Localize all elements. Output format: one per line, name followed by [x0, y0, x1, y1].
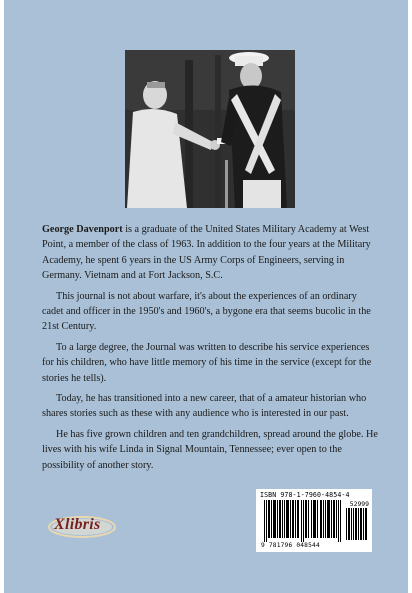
bio-paragraph-1: [42, 222, 379, 284]
bio-paragraph-4: Today, he has transitioned into a new career, that of a amateur historian who shares stories such as these with any audience who is interested in our past.: [42, 393, 367, 420]
bio-paragraph-2: This journal is not about warfare, it's about the experiences of an ordinary cadet and officer in the 1950's and 1960's, a bygone era that seems bucolic in the 21st Century.: [42, 290, 371, 333]
author-name: George Davenport: [42, 224, 123, 235]
isbn-barcode: [256, 489, 372, 552]
ean-bars-graphic: [264, 500, 344, 542]
publisher-name: Xlibris: [54, 516, 101, 533]
author-bio: [42, 222, 379, 478]
bio-paragraph-3: To a large degree, the Journal was written to describe his service experiences for his children, who have little memory of his time in the service (except for the stories he tells).: [42, 341, 372, 384]
isbn-label: ISBN 978-1-7960-4854-4: [260, 491, 350, 499]
price-addon-digits: 52999: [349, 500, 369, 508]
photo-ceremony-image: [125, 50, 295, 208]
bio-paragraph-5: He has five grown children and ten grandchildren, spread around the globe. He lives with his wife Linda in Signal Mountain, Tennessee; ever open to the possibility of another story.: [42, 428, 378, 471]
ean-digits: 9 781796 048544: [261, 542, 320, 549]
addon-bars-graphic: [346, 508, 368, 540]
bio-paragraph-1-text: is a graduate of the United States Military Academy at West Point, a member of the class of 1963. In addition to the four years at the Military Academy, he spent 6 years in the US Army Corps of Engineers, serving in Germany. Vietnam and at Fort Jackson, S.C.: [42, 224, 371, 282]
publisher-logo: [46, 512, 118, 540]
cover-photo: [125, 50, 295, 208]
back-cover: [4, 0, 408, 593]
